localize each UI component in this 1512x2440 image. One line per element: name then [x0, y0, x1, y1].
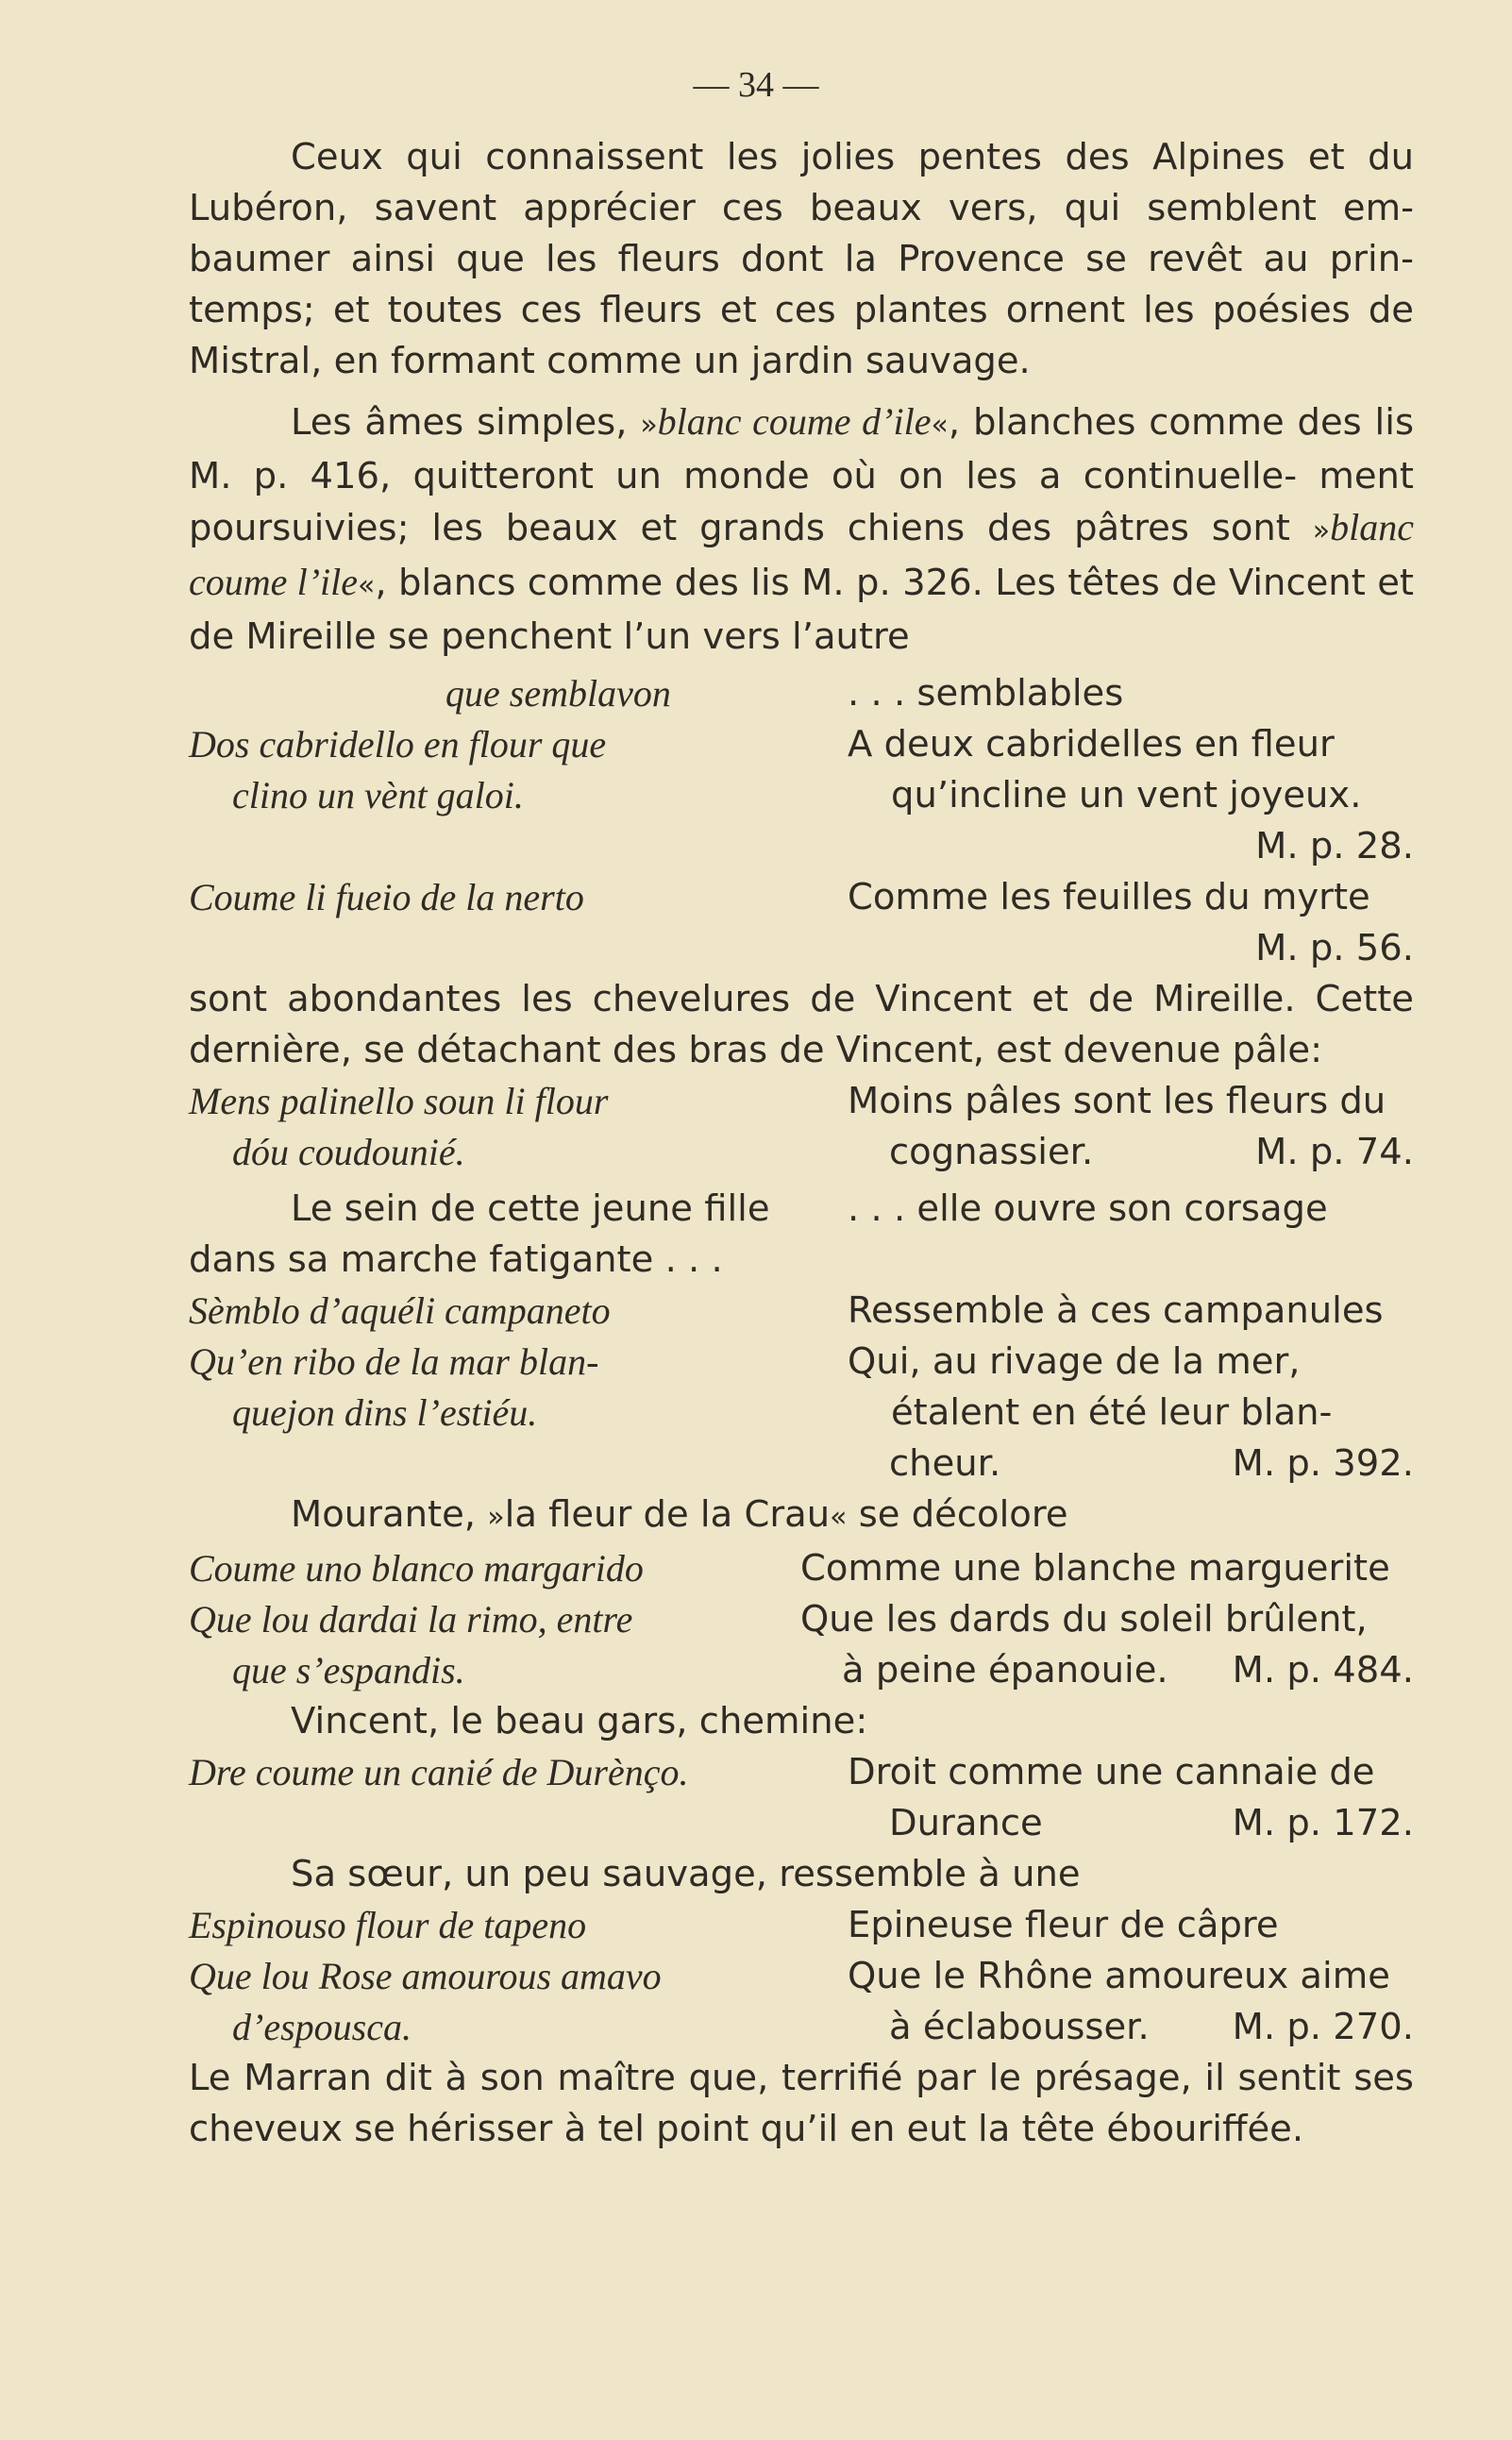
paragraph-7: Le Marran dit à son maître que, terrifié par le présage, il sentit ses cheveux se hérisser à tel point qu’il en eut la tête ébouriffée.	[189, 2057, 1414, 2150]
paragraph-3: sont abondantes les chevelures de Vincent et de Mireille. Cette dernière, se détachant des bras de Vincent, est devenue pâle:	[189, 978, 1414, 1071]
paragraph-2: Les âmes simples, »blanc coume d’ile«, blanches comme des lis M. p. 416, quitteront un monde où on les a continuelle- ment poursuivies; les beaux et grands chiens des pâtres sont »blanc coume l’ile«, blancs comme des lis M. p. 326. Les têtes de Vincent et de Mireille se penchent l’un vers l’autre	[189, 400, 1415, 658]
paragraph-1: Ceux qui connaissent les jolies pentes des Alpines et du Lubéron, savent apprécier ces beaux vers, qui semblent em- baumer ainsi que les fleurs dont la Provence se revêt au prin- temps; et toutes ces fleurs et ces plantes ornent les poésies de Mistral, en formant comme un jardin sauvage.	[189, 136, 1414, 382]
verse-durenco: Dre coume un canié de Durènço. Droit comme une cannaie de Durance M. p. 172.	[189, 1751, 1414, 1844]
paragraph-5: Vincent, le beau gars, chemine:	[291, 1700, 868, 1742]
verse-nerto: Coume li fueio de la nerto Comme les feuilles du myrte M. p. 56.	[189, 876, 1414, 969]
verse-margarido: Coume uno blanco margarido Que lou dardai la rimo, entre que s’espandis. Comme une blanche marguerite Que les dards du soleil brûlent, à peine épanouie. M. p. 484.	[189, 1547, 1414, 1691]
page-number: — 34 —	[693, 65, 819, 105]
verse-tapeno: Espinouso flour de tapeno Que lou Rose amourous amavo d’espousca. Epineuse fleur de câpre Que le Rhône amoureux aime à éclabousser. M. p. 270.	[189, 1904, 1414, 2048]
verse-cabridello: que semblavon Dos cabridello en flour que clino un vènt galoi. . . . semblables A deux cabridelles en fleur qu’incline un vent joyeux. M. p. 28.	[189, 672, 1414, 867]
paragraph-6: Sa sœur, un peu sauvage, ressemble à une	[291, 1853, 1081, 1895]
verse-campaneto: Sèmblo d’aquéli campaneto Qu’en ribo de la mar blan- quejon dins l’estiéu. Ressemble à ces campanules Qui, au rivage de la mer, étalent en été leur blan- cheur. M. p. 392.	[189, 1289, 1414, 1485]
paragraph-4: Mourante, »la fleur de la Crau« se décolore	[291, 1493, 1068, 1536]
verse-coudounie: Mens palinello soun li flour dóu coudounié. Moins pâles sont les fleurs du cognassier. M. p. 74.	[189, 1080, 1414, 1173]
verse-corsage: Le sein de cette jeune fille dans sa marche fatigante . . . . . . elle ouvre son corsage	[189, 1187, 1328, 1281]
text-column	[189, 132, 1414, 2155]
